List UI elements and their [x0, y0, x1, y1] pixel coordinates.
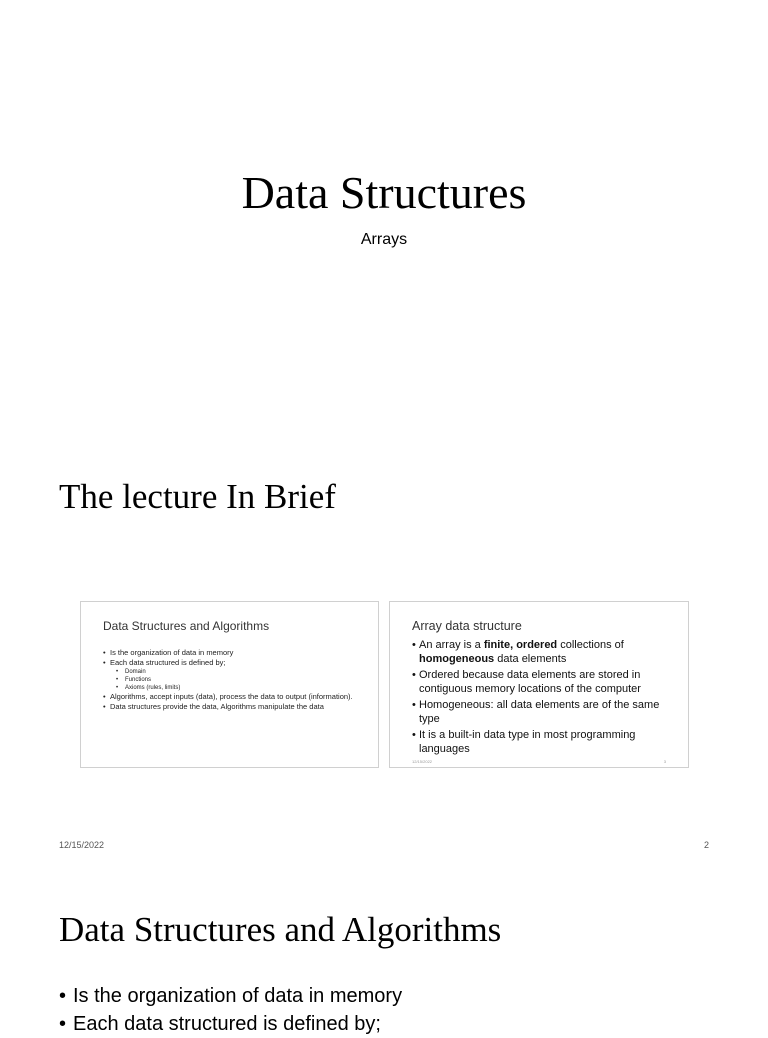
list-item: • Functions: [103, 676, 363, 684]
list-item: • Homogeneous: all data elements are of the same type: [412, 698, 672, 726]
thumbnail-title: Array data structure: [412, 619, 522, 633]
thumbnail-footer-date: 12/15/2022: [412, 759, 433, 764]
list-item: • Data structures provide the data, Algorithms manipulate the data: [103, 702, 363, 711]
list-item: • Is the organization of data in memory: [59, 982, 709, 1010]
list-item: • An array is a finite, ordered collections of homogeneous data elements: [412, 638, 672, 666]
thumbnail-bullet-list: [103, 648, 363, 712]
thumbnail-array-data-structure: [389, 601, 689, 768]
slide3-title: Data Structures and Algorithms: [59, 910, 502, 949]
list-item: • Is the organization of data in memory: [103, 648, 363, 657]
list-item: • Each data structured is defined by;: [103, 658, 363, 667]
slide-page-number: 2: [704, 840, 710, 850]
thumbnail-title: Data Structures and Algorithms: [103, 619, 270, 633]
thumbnail-footer-page: 3: [663, 759, 666, 764]
list-item: • Ordered because data elements are stored in contiguous memory locations of the computer: [412, 668, 672, 696]
slide3-bullet-list: [59, 982, 709, 1038]
list-item: • Domain: [103, 668, 363, 676]
slide1-subtitle: Arrays: [360, 231, 408, 248]
thumbnail-bullet-list: [412, 638, 672, 758]
list-item: • Algorithms, accept inputs (data), process the data to output (information).: [103, 692, 363, 701]
slide-footer-date: 12/15/2022: [59, 840, 105, 850]
slide1-title: Data Structures: [241, 167, 527, 218]
thumbnail-data-structures-and-algorithms: [80, 601, 379, 768]
list-item: • Axioms (rules, limits): [103, 684, 363, 692]
list-item: • It is a built-in data type in most programming languages: [412, 728, 672, 756]
list-item: • Each data structured is defined by;: [59, 1010, 709, 1038]
slide2-title: The lecture In Brief: [59, 477, 336, 516]
